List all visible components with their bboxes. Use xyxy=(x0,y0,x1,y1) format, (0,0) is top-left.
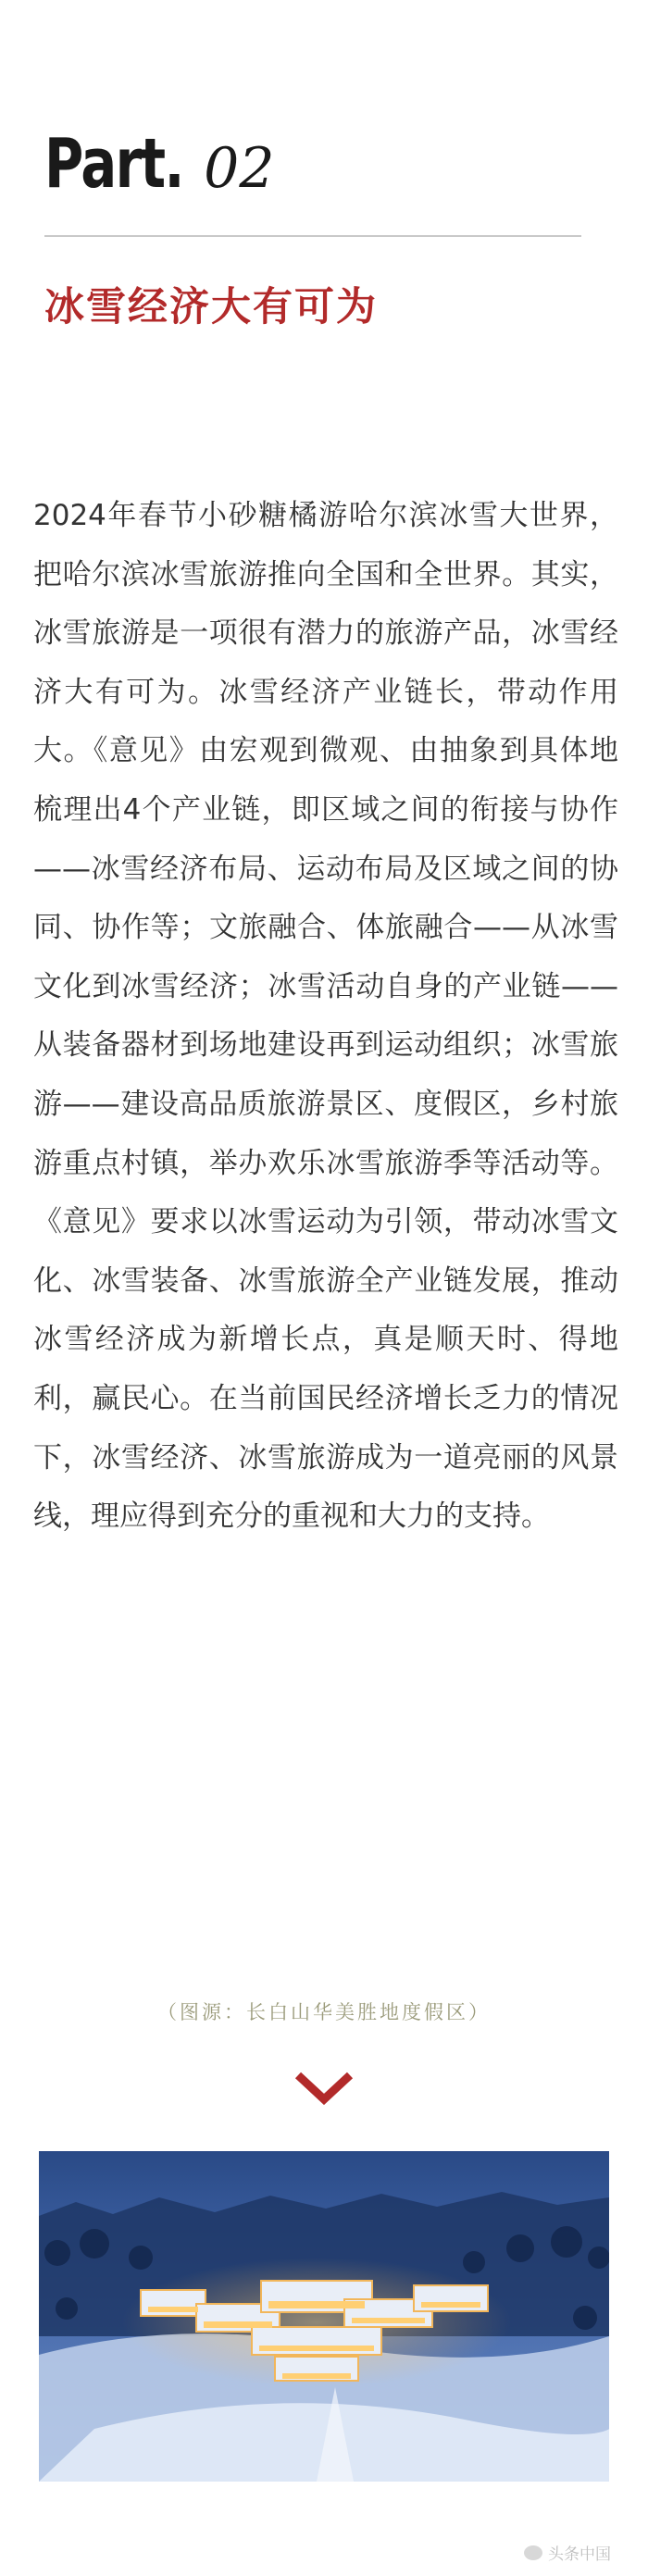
image-caption: （图源：长白山华美胜地度假区） xyxy=(157,2001,491,2023)
heading-divider xyxy=(44,235,581,237)
resort-night-photo xyxy=(39,2151,609,2482)
part-heading xyxy=(44,124,275,204)
article-paragraph: 2024年春节小砂糖橘游哈尔滨冰雪大世界，把哈尔滨冰雪旅游推向全国和全世界。其实，冰雪旅游是一项很有潜力的旅游产品，冰雪经济大有可为。冰雪经济产业链长，带动作用大。《意见》由宏观到微观、由抽象到具体地梳理出4个产业链，即区域之间的衔接与协作——冰雪经济布局、运动布局及区域之间的协同、协作等；文旅融合、体旅融合——从冰雪文化到冰雪经济；冰雪活动自身的产业链——从装备器材到场地建设再到运动组织；冰雪旅游——建设高品质旅游景区、度假区，乡村旅游重点村镇，举办欢乐冰雪旅游季等活动等。《意见》要求以冰雪运动为引领，带动冰雪文化、冰雪装备、冰雪旅游全产业链发展，推动冰雪经济成为新增长点，真是顺天时、得地利，赢民心。在当前国民经济增长乏力的情况下，冰雪经济、冰雪旅游成为一道亮丽的风景线，理应得到充分的重视和大力的支持。 xyxy=(33,499,618,1534)
watermark-text: 头条中国 xyxy=(548,2545,611,2564)
section-title: 冰雪经济大有可为 xyxy=(44,284,378,330)
part-label: Part. xyxy=(44,124,183,204)
watermark xyxy=(524,2541,611,2564)
weibo-logo-icon xyxy=(524,2545,542,2560)
part-number: 02 xyxy=(204,136,275,201)
chevron-down-icon xyxy=(294,2070,354,2107)
